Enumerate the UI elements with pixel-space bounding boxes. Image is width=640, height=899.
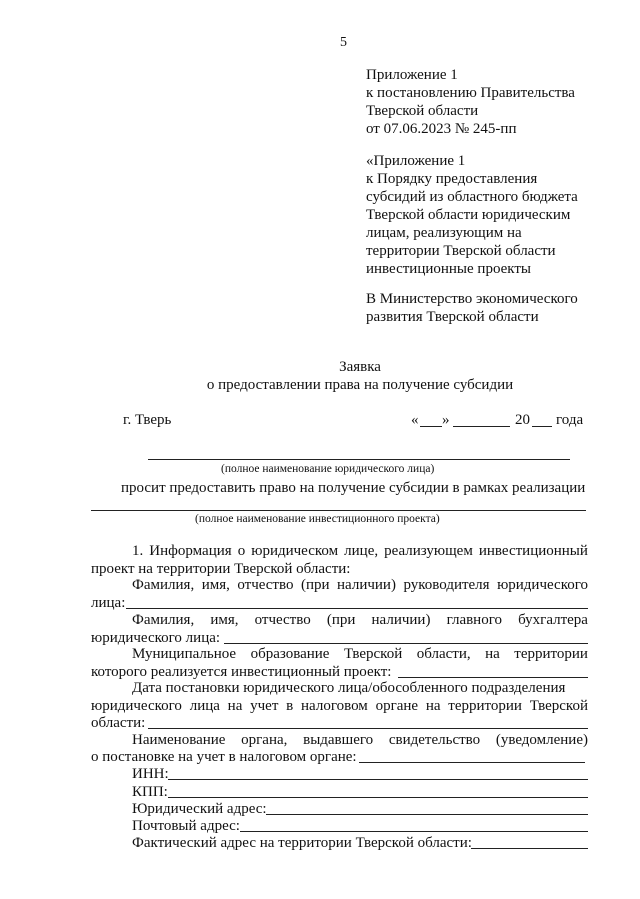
appendix-procedure	[366, 152, 578, 278]
appendix-header	[366, 66, 575, 138]
word: на	[485, 646, 500, 662]
word: учет	[250, 698, 279, 714]
registration-date-field[interactable]	[148, 728, 588, 729]
word: юридического	[497, 577, 588, 593]
word: органе	[375, 698, 419, 714]
head-name-field[interactable]	[126, 608, 588, 609]
word: 1.	[132, 543, 144, 559]
document-title: Заявка	[339, 359, 381, 375]
word: на	[227, 698, 243, 714]
word: в	[286, 698, 294, 714]
actual-address-field[interactable]	[471, 848, 588, 849]
legal-address-field[interactable]	[266, 814, 588, 815]
word: Тверской	[343, 646, 403, 662]
word: налоговом	[301, 698, 368, 714]
project-name-field[interactable]	[91, 510, 586, 511]
word: инвестиционный	[478, 543, 588, 559]
word: (уведомление)	[495, 732, 588, 748]
word: Фамилия,	[132, 612, 195, 628]
municipality-label-line1	[132, 645, 588, 663]
section1-heading-line1	[132, 542, 588, 560]
tax-organ-field[interactable]	[359, 762, 585, 763]
word: имя,	[210, 612, 239, 628]
word: территории	[448, 698, 522, 714]
addressee	[366, 290, 578, 326]
project-name-caption: (полное наименование инвестиционного проекта)	[195, 513, 440, 525]
date-close-quote: »	[442, 412, 450, 428]
addressee-line: В Министерство экономического	[366, 291, 578, 307]
head-label-line2: лица:	[91, 595, 126, 611]
legal-name-caption: (полное наименование юридического лица)	[221, 463, 435, 475]
postal-address-label: Почтовый адрес:	[132, 818, 240, 834]
head-label-line1	[132, 576, 588, 594]
word: реализующем	[384, 543, 473, 559]
legal-address-label: Юридический адрес:	[132, 801, 267, 817]
word: Фамилия,	[132, 577, 195, 593]
word: территории	[514, 646, 588, 662]
appendix-procedure-line: лицам, реализующим на	[366, 225, 522, 241]
inn-label: ИНН:	[132, 766, 169, 782]
tax-organ-label-line1	[132, 731, 588, 749]
postal-address-field[interactable]	[240, 831, 588, 832]
word: бухгалтера	[518, 612, 588, 628]
word: юридическом	[251, 543, 339, 559]
word: Наименование	[132, 732, 226, 748]
word: (при	[326, 612, 356, 628]
legal-name-field[interactable]	[148, 459, 570, 460]
word: Информация	[149, 543, 232, 559]
page-number: 5	[340, 35, 347, 50]
tax-organ-label-line2: о постановке на учет в налоговом органе:	[91, 749, 357, 765]
word: органа,	[241, 732, 288, 748]
word: выдавшего	[303, 732, 374, 748]
word: отчество	[254, 612, 311, 628]
date-month-blank[interactable]	[453, 426, 510, 427]
request-text: просит предоставить право на получение субсидии в рамках реализации	[121, 480, 586, 496]
actual-address-label: Фактический адрес на территории Тверской области:	[132, 835, 472, 851]
year-prefix: 20	[515, 412, 530, 428]
kpp-field[interactable]	[168, 797, 588, 798]
city: г. Тверь	[123, 412, 172, 428]
word: (при	[300, 577, 330, 593]
accountant-label-line2: юридического лица:	[91, 630, 221, 646]
word: о	[237, 543, 246, 559]
appendix-procedure-line: субсидий из областного бюджета	[366, 189, 578, 205]
addressee-line: развития Тверской области	[366, 309, 539, 325]
word: лица	[189, 698, 220, 714]
registration-label-line1: Дата постановки юридического лица/обособленного подразделения	[132, 680, 566, 696]
word: лице,	[344, 543, 379, 559]
registration-label-line2	[91, 697, 588, 715]
word: Тверской	[529, 698, 588, 714]
registration-label-line3: области:	[91, 715, 146, 731]
appendix-procedure-line: «Приложение 1	[366, 153, 466, 169]
word: Муниципальное	[132, 646, 237, 662]
date-day-blank[interactable]	[420, 426, 442, 427]
word: юридического	[91, 698, 182, 714]
appendix-procedure-line: к Порядку предоставления	[366, 171, 538, 187]
accountant-name-field[interactable]	[224, 643, 588, 644]
section1-heading-line2: проект на территории Тверской области:	[91, 561, 351, 577]
date-year-blank[interactable]	[532, 426, 552, 427]
document-subtitle: о предоставлении права на получение субсидии	[206, 377, 514, 393]
appendix-procedure-line: территории Тверской области	[366, 243, 556, 259]
appendix-header-line: Приложение 1	[366, 67, 458, 83]
word: области,	[416, 646, 471, 662]
appendix-header-line: Тверской области	[366, 103, 479, 119]
word: имя,	[201, 577, 230, 593]
appendix-header-line: от 07.06.2023 № 245-пп	[366, 121, 517, 137]
word: отчество	[237, 577, 294, 593]
year-word: года	[556, 412, 584, 428]
appendix-procedure-line: Тверской области юридическим	[366, 207, 571, 223]
accountant-label-line1	[132, 611, 588, 629]
municipality-label-line2: которого реализуется инвестиционный проект:	[91, 664, 392, 680]
word: наличии)	[371, 612, 431, 628]
appendix-procedure-line: инвестиционные проекты	[366, 261, 532, 277]
date-open-quote: «	[411, 412, 419, 428]
word: наличии)	[337, 577, 396, 593]
kpp-label: КПП:	[132, 784, 168, 800]
word: на	[425, 698, 441, 714]
word: главного	[446, 612, 502, 628]
word: свидетельство	[388, 732, 481, 748]
municipality-field[interactable]	[398, 677, 588, 678]
appendix-header-line: к постановлению Правительства	[366, 85, 575, 101]
inn-field[interactable]	[168, 779, 588, 780]
word: руководителя	[403, 577, 490, 593]
word: образование	[250, 646, 330, 662]
